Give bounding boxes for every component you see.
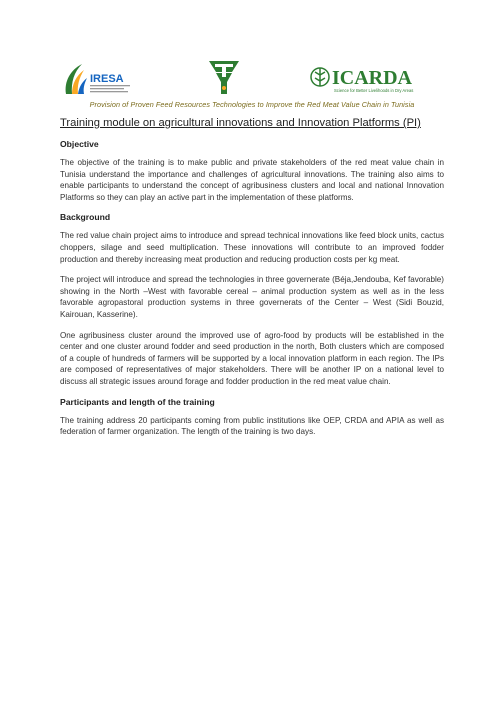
svg-text:IRESA: IRESA: [90, 73, 124, 85]
svg-text:ICARDA: ICARDA: [332, 67, 412, 89]
project-subtitle: Provision of Proven Feed Resources Technologies to Improve the Red Meat Value Chain in Tunisia: [89, 100, 415, 109]
oep-logo: [206, 58, 242, 96]
svg-text:Science for Better Livelihoods: Science for Better Livelihoods in Dry Areas: [334, 88, 414, 93]
background-heading: Background: [60, 212, 111, 223]
objective-heading: Objective: [60, 139, 99, 149]
icarda-logo: [310, 60, 445, 96]
document-title: Training module on agricultural innovations and Innovation Platforms (PI): [60, 117, 421, 129]
document-body: [60, 117, 444, 447]
background-paragraph-1: The red value chain project aims to introduce and spread technical innovations like feed block units, cactus choppers, silage and seed multiplication. These innovations will contribute to an improved fodder production and thereby increasing meat production and reducing production costs per kg meat.: [60, 231, 444, 264]
background-paragraph-3: One agribusiness cluster around the improved use of agro-food by products will be established in the center and one cluster around fodder and seed production in the north, Both clusters which are composed of a couple of hundreds of farmers will be supported by a local innovation platform in each region. The IPs are composed of representatives of major stakeholders. There will be another IP on a national level to discuss all strategic issues around forage and fodder production in the red meat value chain.: [60, 330, 444, 386]
participants-paragraph: The training address 20 participants coming from public institutions like OEP, CRDA and APIA as well as federation of farmer organization. The length of the training is two days.: [60, 415, 444, 437]
background-paragraph-2: The project will introduce and spread the technologies in three governerate (Béja,Jendouba, Kef favorable) showing in the North –West with favorable cereal – animal production system as well as in the less favorable agropastoral production systems in three governerats of the Center – West (Sidi Bouzid, Kairouan, Kasserine).: [60, 275, 444, 319]
participants-heading: Participants and length of the training: [60, 396, 215, 407]
objective-paragraph: The objective of the training is to make public and private stakeholders of the red meat value chain in Tunisia understand the importance and challenges of agricultural innovations. The training also aims to enable participants to understand the concept of agribusiness clusters and local and national Innovation Platforms so they can play an active part in the implementation of these platforms.: [60, 158, 444, 202]
header-logos: [60, 58, 445, 98]
iresa-logo: [60, 60, 140, 96]
